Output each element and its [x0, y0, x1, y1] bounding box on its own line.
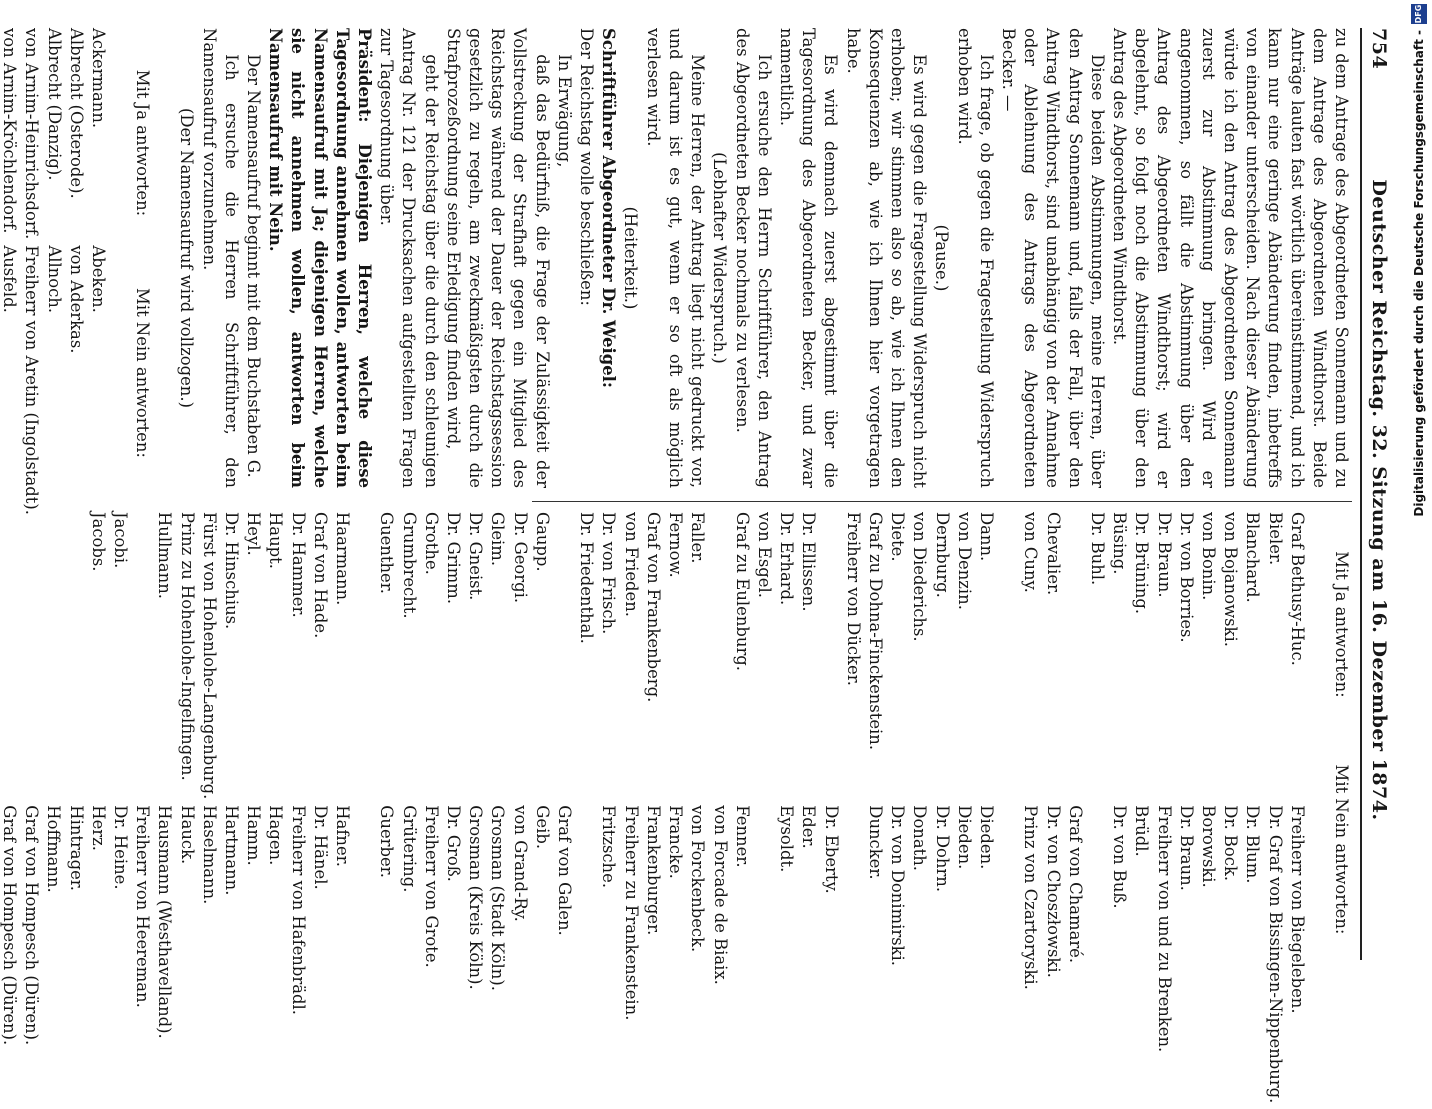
ja-names-list — [0, 28, 109, 245]
name-entry: Dr. Grimm. — [444, 512, 464, 605]
name-entry — [708, 512, 730, 799]
paragraph: Es wird gegen die Fragestellung Widerspruch nicht erhoben; wir stimmen also so ab, wie ich Ihnen den Konsequenzen ab, wie ich Ihnen hier vorgetragen habe. — [843, 28, 930, 488]
name-entry: Albrecht (Danzig). — [44, 28, 64, 181]
left-column — [0, 28, 1352, 515]
name-entry — [819, 512, 841, 799]
name-entry: Freiherr von Dücker. — [843, 512, 863, 686]
name-entry: Hartmann. — [222, 805, 242, 896]
name-entry: Gaupp. — [532, 512, 552, 572]
name-entry: Jacobs. — [88, 512, 108, 572]
paragraph: Ich frage, ob gegen die Fragestellung Widerspruch erhoben wird. — [954, 28, 996, 488]
name-entry: Eder. — [799, 805, 819, 849]
name-entry: Ackermann. — [89, 28, 109, 129]
name-entry: Guerber. — [377, 805, 397, 878]
paragraph: Präsident: Diejenigen Herren, welche diese Tagesordnung annehmen wollen, antworten beim Namensaufruf mit Ja; diejenigen Herren, welche sie nicht annehmen wollen, antworten beim Namensaufruf mit Nein. — [266, 28, 375, 488]
name-entry: Dr. Groß. — [444, 805, 464, 882]
name-entry: Graf zu Eulenburg. — [732, 512, 752, 671]
name-entry: Jacobi. — [111, 512, 131, 569]
name-entry: Hagen. — [266, 805, 286, 866]
name-entry: von Forckenbeck. — [688, 805, 708, 953]
name-entry: von Aderkas. — [66, 245, 86, 354]
name-entry: von Grand-Ry. — [510, 805, 530, 922]
name-entry: von Bojanowski. — [1221, 512, 1241, 647]
name-entry — [842, 805, 864, 1103]
name-entry: Grosman (Stadt Köln). — [488, 805, 508, 991]
vote-ja-heading: Mit Ja antworten: — [133, 69, 153, 217]
name-entry: Dr. Brüning. — [1132, 512, 1152, 615]
name-entry: Hullmann. — [155, 512, 175, 599]
paragraph: Ich ersuche den Herrn Schriftführer, den Antrag des Abgeordneten Becker nochmals zu verlesen. — [732, 28, 774, 488]
name-entry: Grumbrecht. — [399, 512, 419, 619]
name-entry: Graf von Galen. — [555, 805, 575, 936]
name-entry: von Arnim-Kröchlendorf. — [0, 28, 20, 234]
name-entry: Freiherr zu Frankenstein. — [621, 805, 641, 1021]
name-entry: Graf von Hompesch (Düren). — [0, 805, 20, 1046]
name-entry: Dieden. — [954, 805, 974, 870]
name-entry: Freiherr von Heereman. — [133, 805, 153, 1008]
name-entry: Graf von Chamaré. — [1065, 805, 1085, 964]
name-entry: Grosman (Kreis Köln). — [466, 805, 486, 990]
name-entry: Fürst von Hohenlohe-Langenburg. — [199, 512, 219, 800]
name-entry: Dr. Blum. — [1243, 805, 1263, 884]
nein-names-list — [0, 805, 1308, 1109]
name-entry: von Forcade de Biaix. — [710, 805, 730, 985]
name-entry: Dann. — [976, 512, 996, 562]
name-entry: Herz. — [88, 805, 108, 851]
name-entry: Geib. — [532, 805, 552, 850]
name-entry: Freiherr von Grote. — [421, 805, 441, 968]
name-entry: Dr. Bock. — [1221, 805, 1241, 882]
name-entry: Dr. Hinschius. — [222, 512, 242, 630]
name-entry: Hamm. — [244, 805, 264, 866]
page-header-title: Deutscher Reichstag. 32. Sitzung am 16. Dezember 1874. — [1368, 179, 1390, 821]
right-column — [0, 512, 1352, 1104]
name-entry: Dr. Gneist. — [466, 512, 486, 601]
name-entry: Haupt. — [266, 512, 286, 569]
name-entry: Prinz zu Hohenlohe-Ingelfingen. — [177, 512, 197, 781]
name-entry — [131, 512, 153, 799]
name-entry: Dr. Hammer. — [288, 512, 308, 618]
paragraph: In Erwägung, — [554, 54, 574, 168]
name-entry: Graf von Hompesch (Düren). — [22, 805, 42, 1046]
name-entry: Dr. Erhard. — [777, 512, 797, 606]
name-entry: Donath. — [910, 805, 930, 871]
name-entry: Faller. — [688, 512, 708, 564]
name-entry: Dr. Buhl. — [1087, 512, 1107, 586]
paragraph: Meine Herren, der Antrag liegt nicht gedruckt vor, und darum ist es gut, wenn er so oft als möglich verlesen wird. — [643, 28, 708, 488]
name-entry: Dr. von Choszłowski. — [1043, 805, 1063, 978]
footer-credit — [1406, 0, 1432, 1000]
name-entry — [575, 805, 597, 1103]
footer-text: Digitalisierung gefördert durch die Deutsche Forschungsgemeinschaft - — [1412, 30, 1426, 517]
name-entry: Freiherr von Aretin (Ingolstadt). — [22, 245, 42, 515]
name-entry: Hausmann (Westhavelland). — [155, 805, 175, 1039]
name-entry: Graf von Hade. — [310, 512, 330, 639]
name-entry: Haarmann. — [333, 512, 353, 606]
ja-names-list — [0, 512, 1308, 805]
name-entry: Dr. Eberty. — [821, 805, 841, 894]
name-entry: Borowski. — [1198, 805, 1218, 888]
name-entry — [353, 805, 375, 1103]
column-divider — [532, 501, 1352, 502]
name-entry: von Esgel. — [754, 512, 774, 598]
name-entry: Grütering. — [399, 805, 419, 893]
name-entry: Graf Bethusy-Huc. — [1287, 512, 1307, 666]
name-entry: Dr. Braun. — [1154, 512, 1174, 598]
paragraph: Diese beiden Abstimmungen, meine Herren, über den Antrag Sonnemann und, falls der Fall, über den Antrag Windthorst, sind unabhängig von der Annahme oder Ablehnung des Antrags des Abgeordneten Becker. — — [998, 28, 1107, 488]
vote-nein-heading: Mit Nein antworten: — [1332, 764, 1351, 935]
paragraph: zu dem Antrage des Abgeordneten Sonnemann und zu dem Antrage des Abgeordneten Windthorst. Beide Anträge lauten fast wörtlich übereinstimmend, und ich kann nur eine geringe Abänderung finden, inbetreffs von einander unterscheiden. Nach dieser Abänderung würde ich den Antrag des Abgeordneten Sonnemann zuerst zur Abstimmung bringen. Wird er angenommen, so fällt die Abstimmung über den Antrag des Abgeordneten Windthorst; wird er abgelehnt, so folgt noch die Abstimmung über den Antrag des Abgeordneten Windthorst. — [1109, 28, 1351, 488]
name-entry: Dr. Ellissen. — [799, 512, 819, 612]
spacer — [109, 28, 131, 488]
name-entry: Fenner. — [732, 805, 752, 868]
name-entry: Dr. Georgi. — [510, 512, 530, 604]
name-entry: von Diederichs. — [910, 512, 930, 642]
paragraph: daß das Bedürfniß, die Frage der Zulässigkeit der Vollstreckung der Strafhaft gegen ein Mitglied des Reichstags während der Dauer der Reichstagssession gesetzlich zu regeln, am zweckmäßigsten durch die Strafprozeßordnung seine Erledigung finden wird, — [443, 28, 552, 488]
name-entry: Hauck. — [177, 805, 197, 865]
name-entry: Ausfeld. — [0, 245, 20, 313]
name-entry: von Cuny. — [1021, 512, 1041, 593]
spacer — [153, 28, 175, 488]
name-entry: Dernburg. — [932, 512, 952, 598]
name-entry: Dr. Hänel. — [310, 805, 330, 890]
vote-nein-heading: Mit Nein antworten: — [133, 288, 153, 458]
paragraph: (Heiterkeit.) — [621, 206, 641, 310]
name-entry — [553, 512, 575, 799]
name-entry: Hintrager. — [66, 805, 86, 892]
name-entry: Albrecht (Osterode). — [66, 28, 86, 199]
name-entry: Frankenburger. — [643, 805, 663, 936]
name-entry: Bieler. — [1265, 512, 1285, 566]
nein-names-list — [0, 245, 109, 521]
name-entry: von Bonin. — [1198, 512, 1218, 601]
name-entry: von Arnim-Heinrichsdorf. — [22, 28, 42, 240]
name-entry: Dr. Braun. — [1176, 805, 1196, 891]
paragraph: (Der Namensaufruf wird vollzogen.) — [177, 108, 197, 408]
paragraph: Es wird demnach zuerst abgestimmt über die Tagesordnung des Abgeordneten Becker, und zwar namentlich. — [776, 28, 841, 488]
vote-heading-row — [131, 28, 153, 488]
name-entry: Chevalier. — [1043, 512, 1063, 596]
name-entry: Eysoldt. — [777, 805, 797, 873]
vote-name-lists — [0, 512, 1308, 1104]
name-entry: Graf zu Dohna-Finckenstein. — [865, 512, 885, 751]
dfg-logo: DFG — [1411, 4, 1427, 24]
header-rule — [1360, 28, 1362, 960]
name-entry: Haselmann. — [199, 805, 219, 905]
paragraph: (Pause.) — [932, 224, 952, 292]
name-entry: Prinz von Czartoryski. — [1021, 805, 1041, 990]
name-entry: Abeken. — [89, 245, 109, 313]
name-entry: Graf von Frankenberg. — [643, 512, 663, 703]
name-entry: Dr. Friedenthal. — [577, 512, 597, 644]
paragraph: (Lebhafter Widerspruch.) — [710, 152, 730, 364]
name-entry: Blanchard. — [1243, 512, 1263, 603]
vote-ja-heading: Mit Ja antworten: — [1332, 551, 1351, 698]
name-entry: Brüdl. — [1132, 805, 1152, 857]
name-entry: Dieden. — [976, 805, 996, 870]
name-entry: Gleim. — [488, 512, 508, 567]
paragraph: Ich ersuche die Herren Schriftführer, den Namensaufruf vorzunehmen. — [199, 28, 241, 488]
name-entry: Grothe. — [421, 512, 441, 575]
vote-heading-row — [1330, 512, 1352, 962]
name-entry: Heyl. — [244, 512, 264, 556]
name-entry: Allnoch. — [44, 245, 64, 314]
name-entry — [353, 512, 375, 799]
name-entry: von Frieden. — [621, 512, 641, 618]
name-entry: Dr. von Buß. — [1110, 805, 1130, 909]
page-number: 754 — [1368, 28, 1390, 70]
name-entry: Dr. Dohrn. — [932, 805, 952, 893]
name-entry — [753, 805, 775, 1103]
name-entry — [1086, 805, 1108, 1103]
name-entry: von Denzin. — [954, 512, 974, 610]
name-entry: Diete. — [888, 512, 908, 562]
name-entry — [997, 805, 1019, 1103]
paragraph: geht der Reichstag über die durch den schleunigen Antrag Nr. 121 der Drucksachen aufgestellten Fragen zur Tagesordnung über. — [377, 28, 441, 488]
name-entry: Duncker. — [865, 805, 885, 880]
spacer — [1308, 512, 1330, 962]
name-entry: Büsing. — [1110, 512, 1130, 575]
name-entry: Dr. von Frisch. — [599, 512, 619, 635]
paragraph: Der Namensaufruf beginnt mit dem Buchstaben G. — [244, 54, 264, 478]
paragraph: Der Reichstag wolle beschließen: — [577, 28, 597, 306]
name-entry: Freiherr von Biegeleben. — [1287, 805, 1307, 1014]
name-entry: Fritzsche. — [599, 805, 619, 889]
name-entry: Dr. von Donimirski. — [888, 805, 908, 967]
name-entry: Hoffmann. — [44, 805, 64, 893]
name-entry: Fernow. — [666, 512, 686, 578]
name-entry — [1064, 512, 1086, 799]
name-entry: Guenther. — [377, 512, 397, 594]
name-entry: Freiherr von Hafenbrädl. — [288, 805, 308, 1015]
name-entry: Dr. von Borries. — [1176, 512, 1196, 643]
name-entry: Freiherr von und zu Brenken. — [1154, 805, 1174, 1053]
paragraph: Schriftführer Abgeordneter Dr. Weigel: — [599, 28, 619, 388]
name-entry: Dr. Heine. — [111, 805, 131, 890]
name-entry: Hafner. — [333, 805, 353, 867]
name-entry — [997, 512, 1019, 799]
name-entry: Francke. — [666, 805, 686, 879]
vote-name-lists — [0, 28, 109, 515]
name-entry: Dr. Graf von Bissingen-Nippenburg. — [1265, 805, 1285, 1104]
